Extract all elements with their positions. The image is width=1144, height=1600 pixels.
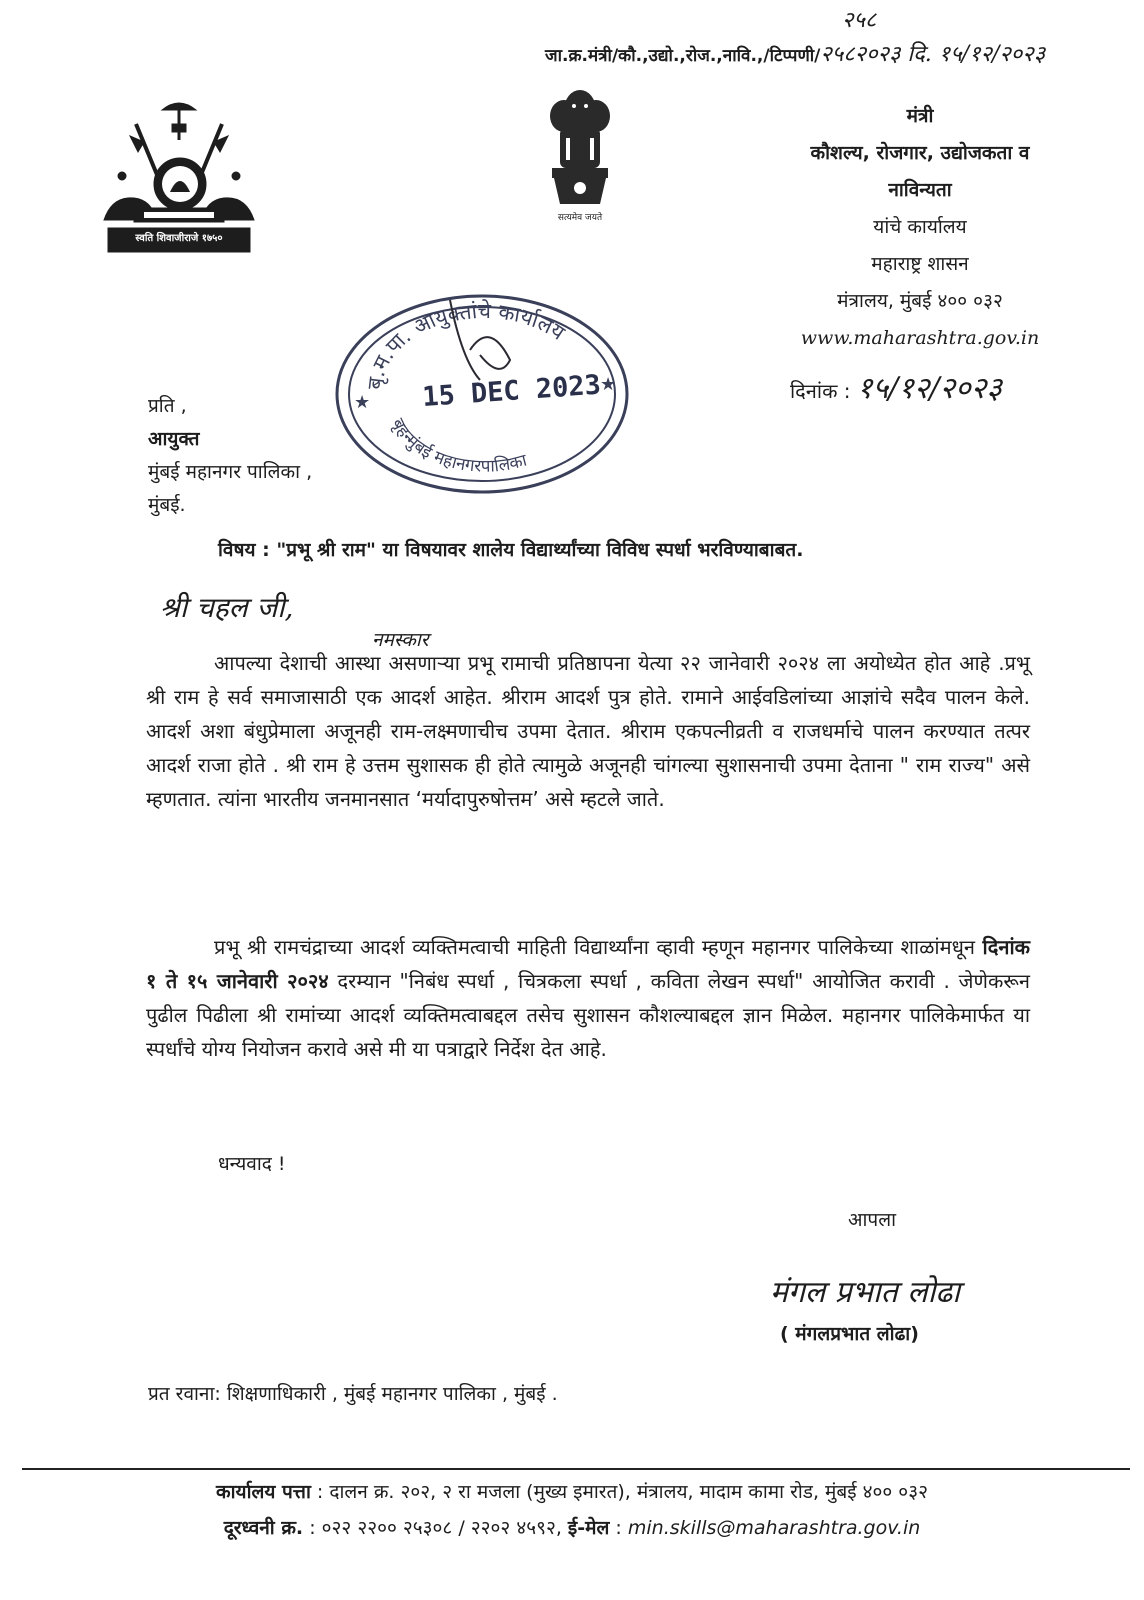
date-label: दिनांक :	[790, 379, 851, 403]
body-paragraph-1-text: आपल्या देशाची आस्था असणाऱ्या प्रभू रामाची प्रतिष्ठापना येत्या २२ जानेवारी २०२४ ला अयोध्येत होत आहे .प्रभू श्री राम हे सर्व समाजासाठी एक आदर्श आहेत. श्रीराम आदर्श पुत्र होते. रामाने आईवडिलांच्या आज्ञांचे सदैव पालन केले. आदर्श अशा बंधुप्रेमाला अजूनही राम-लक्ष्मणाचीच उपमा देतात. श्रीराम एकपत्नीव्रती व राजधर्माचे पालन करण्यात तत्पर आदर्श राजा होते . श्री राम हे उत्तम सुशासक ही होते त्यामुळे अजूनही चांगल्या सुशासनाची उपमा देताना " राम राज्य" असे म्हणतात. त्यांना भारतीय जनमानसात ‘मर्यादापुरुषोत्तम’ असे म्हटले जाते.	[146, 651, 1030, 811]
signatory-name: ( मंगलप्रभात लोढा)	[780, 1323, 919, 1345]
footer-address-text: : दालन क्र. २०२, २ रा मजला (मुख्य इमारत), मंत्रालय, मादाम कामा रोड, मुंबई ४०० ०३२	[310, 1481, 928, 1503]
office-department-line2: नाविन्यता	[888, 179, 952, 201]
addressee-to: प्रति ,	[148, 395, 187, 417]
national-emblem-icon	[540, 84, 620, 224]
signature: मंगल प्रभात लोढा	[770, 1275, 961, 1310]
salutation: श्री चहल जी,	[160, 591, 294, 624]
addressee-block	[148, 390, 312, 522]
office-title: मंत्री	[906, 105, 934, 127]
shivaji-crest-logo	[100, 96, 258, 258]
handwritten-ref-number: २५८	[842, 8, 877, 33]
body-paragraph-2	[146, 930, 1030, 1066]
body-paragraph-2-start: प्रभू श्री रामचंद्राच्या आदर्श व्यक्तिमत्वाची माहिती विद्यार्थ्यांना व्हावी म्हणून महानगर पालिकेच्या शाळांमधून	[214, 935, 983, 959]
stamp-star-left: ★	[354, 392, 371, 413]
copy-forwarded: प्रत रवाना: शिक्षणाधिकारी , मुंबई महानगर पालिका , मुंबई .	[148, 1383, 558, 1405]
addressee-city: मुंबई.	[148, 494, 186, 516]
footer-contact: दूरध्वनी क्र. : ०२२ २२०० २५३०८ / २२०२ ४५९२, ई-मेल : min.skills@maharashtra.gov.in	[223, 1517, 921, 1539]
salutation-insert: नमस्कार	[372, 629, 429, 651]
office-website: www.maharashtra.gov.in	[800, 327, 1040, 349]
reference-number	[545, 38, 1045, 68]
subject-line: विषय : "प्रभू श्री राम" या विषयावर शालेय विद्यार्थ्यांच्या विविध स्पर्धा भरविण्याबाबत.	[218, 539, 804, 561]
footer-email: min.skills@maharashtra.gov.in	[627, 1517, 921, 1539]
closing-text: आपला	[848, 1209, 897, 1231]
office-department-line1: कौशल्य, रोजगार, उद्योजकता व	[810, 142, 1030, 164]
footer-phone-label: दूरध्वनी क्र.	[223, 1517, 304, 1539]
reference-prefix: जा.क्र.मंत्री/कौ.,उद्यो.,रोज.,नावि.,/टिप्पणी/	[545, 46, 821, 66]
received-stamp	[330, 290, 630, 498]
reference-handwritten: २५८२०२३ दि. १५/१२/२०२३	[820, 42, 1046, 67]
addressee-organization: मुंबई महानगर पालिका ,	[148, 461, 313, 483]
footer-address	[0, 1478, 1144, 1504]
thanks-text: धन्यवाद !	[218, 1153, 286, 1175]
emblem-motto: सत्यमेव जयते	[557, 213, 603, 223]
stamp-date: 15 DEC 2023	[421, 369, 602, 413]
footer-email-label: ई-मेल	[567, 1517, 610, 1539]
letter-date	[790, 366, 1002, 407]
office-line4: महाराष्ट्र शासन	[871, 253, 969, 275]
footer-divider	[22, 1468, 1130, 1470]
crest-ribbon-text: स्वति शिवाजीराजे १७५०	[135, 233, 223, 244]
office-line3: यांचे कार्यालय	[873, 216, 967, 238]
body-paragraph-1	[146, 646, 1030, 816]
stamp-top-text: बृ.म.पा. आयुक्तांचे कार्यालय	[362, 298, 570, 391]
footer-phone: : ०२२ २२०० २५३०८ / २२०२ ४५९२,	[303, 1517, 568, 1539]
body-paragraph-2-end: दरम्यान "निबंध स्पर्धा , चित्रकला स्पर्धा , कविता लेखन स्पर्धा" आयोजित करावी . जेणेकरून पुढील पिढीला श्री रामांच्या आदर्श व्यक्तिमत्वाबद्दल तसेच सुशासन कौशल्याबद्दल ज्ञान मिळेल. महानगर पालिकेमार्फत या स्पर्धांचे योग्य नियोजन करावे असे मी या पत्राद्वारे निर्देश देत आहे.	[146, 969, 1030, 1061]
office-address: मंत्रालय, मुंबई ४०० ०३२	[837, 290, 1003, 312]
addressee-title: आयुक्त	[148, 428, 200, 450]
date-value: १५/१२/२०२३	[856, 371, 1002, 406]
stamp-bottom-text: बृहन्मुंबई महानगरपालिका	[387, 415, 530, 477]
footer-address-label: कार्यालय पत्ता	[216, 1481, 311, 1503]
competition-dates: दिनांक १ ते १५ जानेवारी २०२४	[146, 935, 1030, 993]
stamp-star-right: ★	[600, 374, 617, 395]
office-letterhead	[770, 98, 1070, 357]
